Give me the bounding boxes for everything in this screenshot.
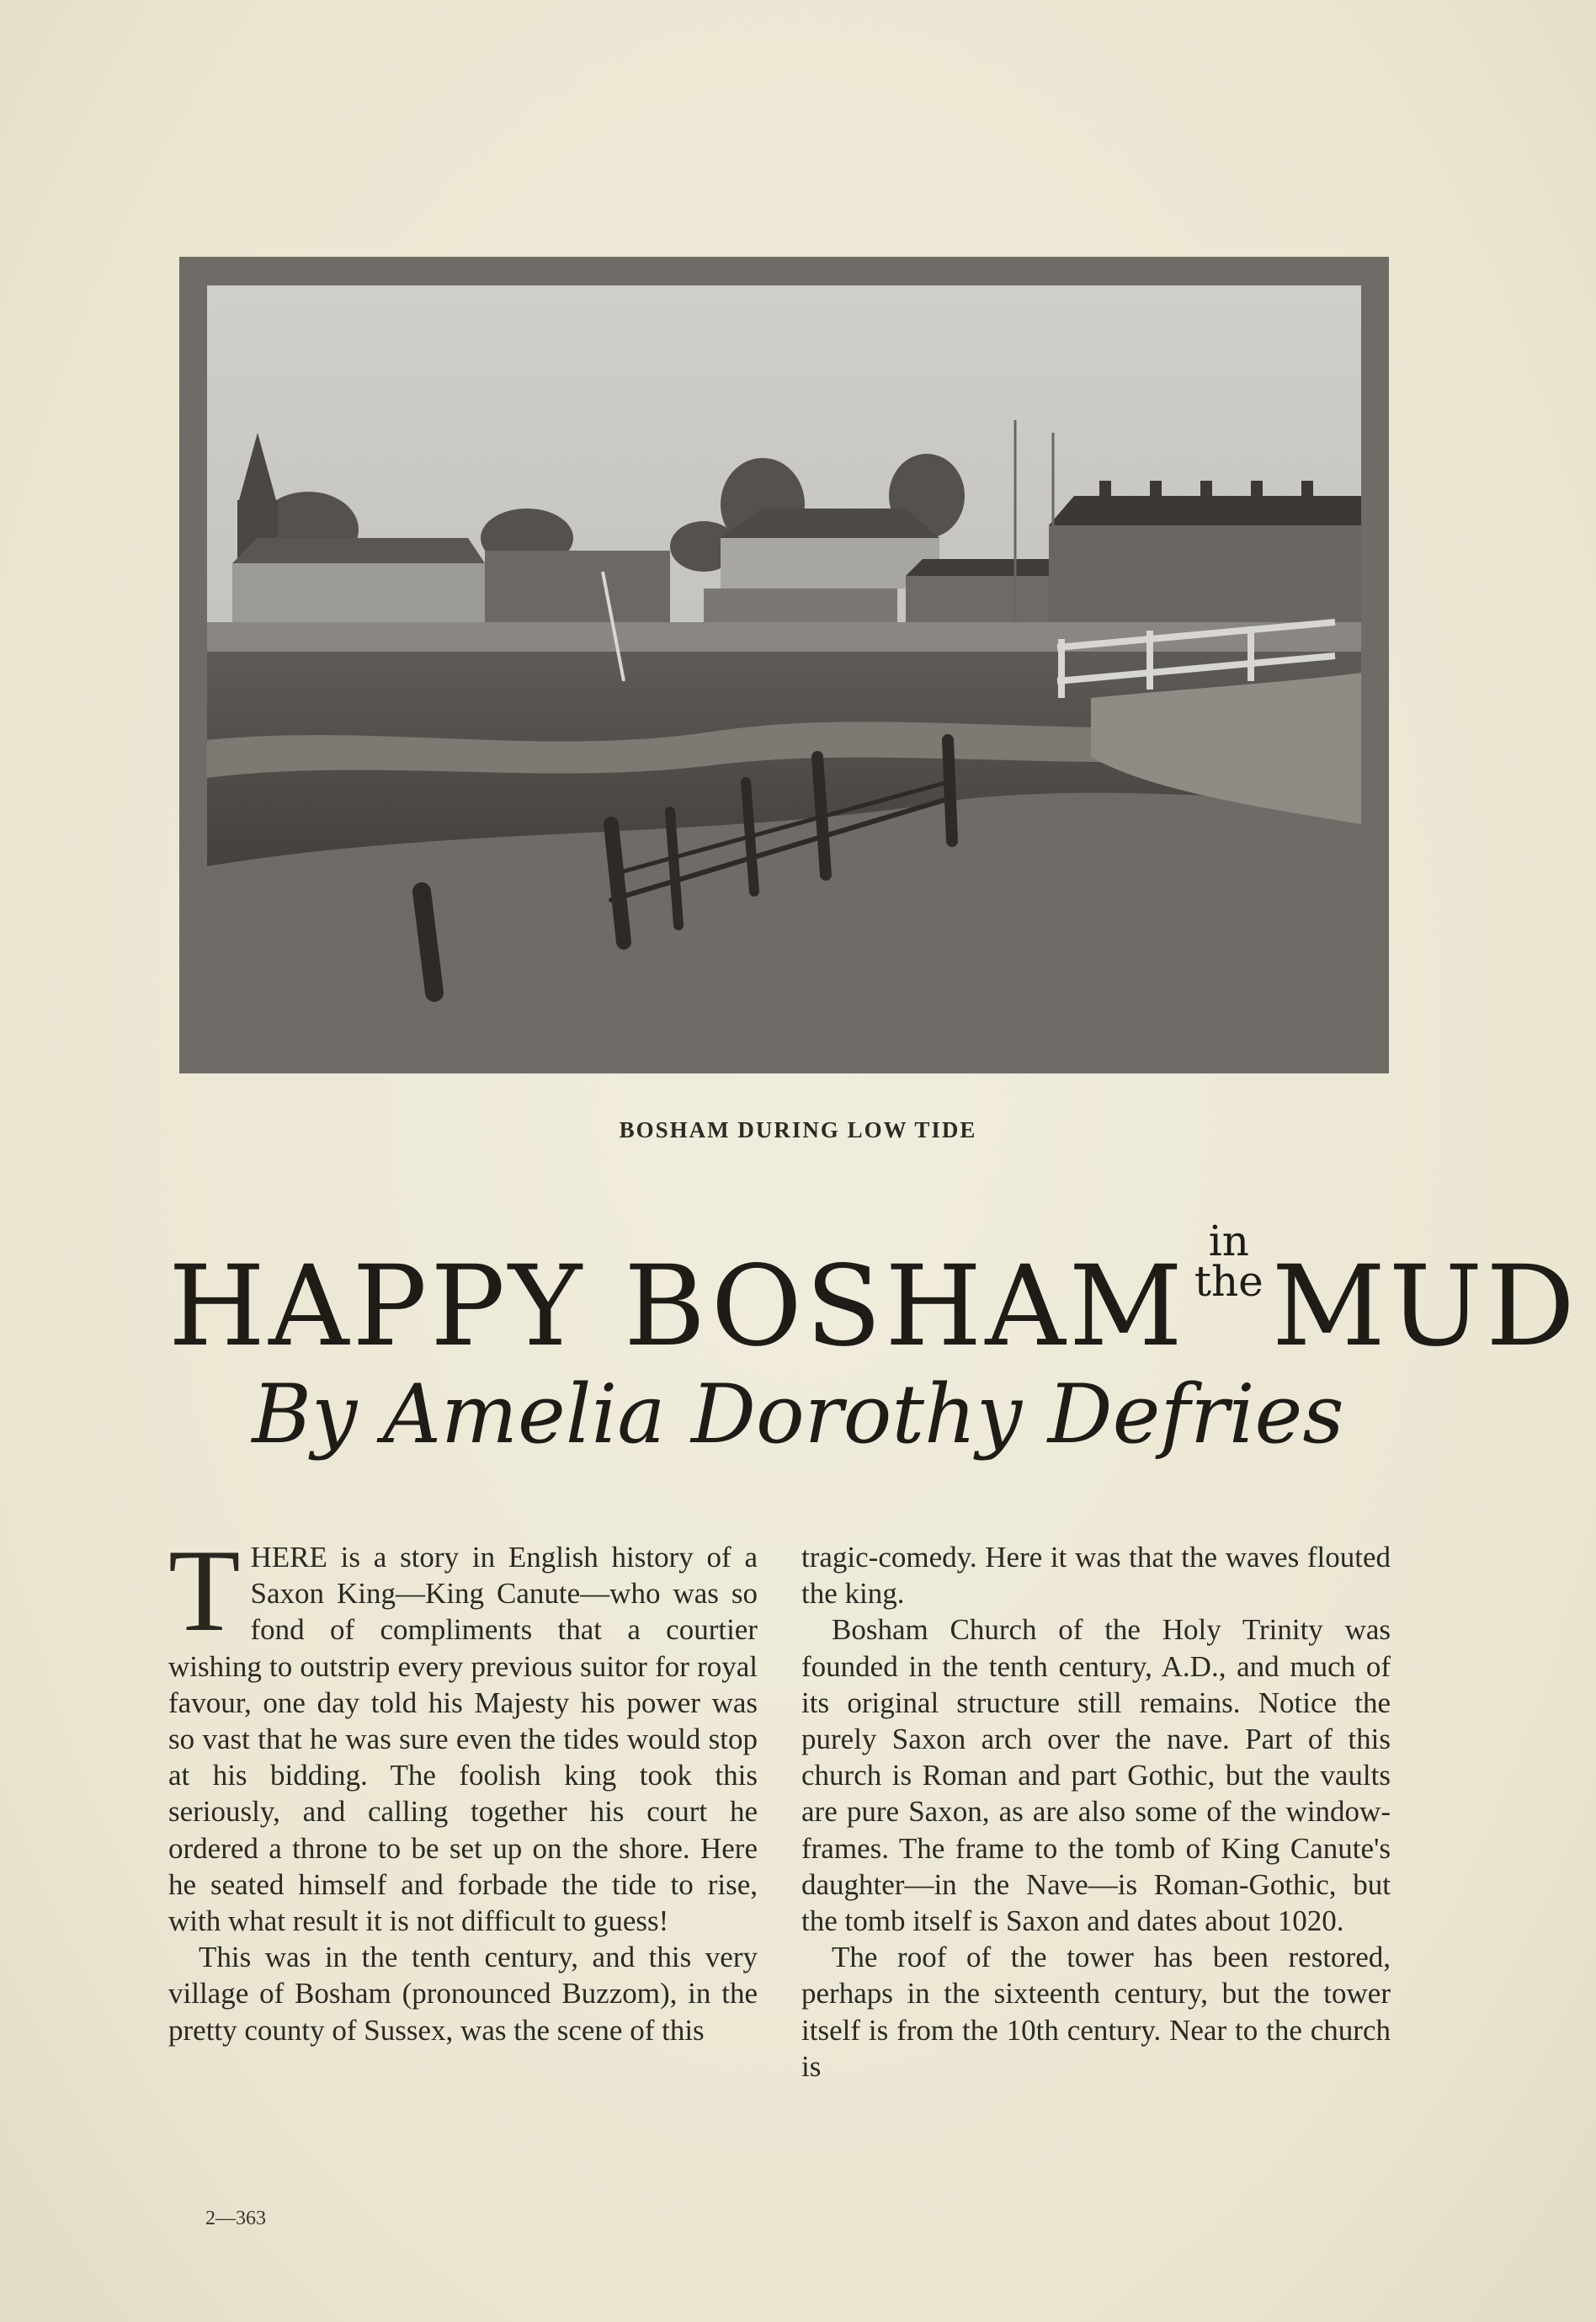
bosham-landscape-illustration <box>207 285 1361 1016</box>
paragraph <box>168 1526 758 1939</box>
author-byline: By Amelia Dorothy Defries <box>252 1367 1344 1462</box>
title-small-top: in <box>1208 1217 1249 1265</box>
paragraph: This was in the tenth century, and this very village of Bosham (pronounced Buzzom), in the pretty county of Sussex, was the scene of this <box>168 1941 758 2047</box>
paragraph: tragic-comedy. Here it was that the waves flouted the king. <box>801 1541 1391 1611</box>
article-title <box>168 1217 1579 1371</box>
paragraph: The roof of the tower has been restored, perhaps in the sixteenth century, but the tower itself is from the 10th century. Near to the church is <box>801 1941 1391 2083</box>
photo-caption: BOSHAM DURING LOW TIDE <box>619 1117 977 1142</box>
drop-cap: T <box>168 1526 241 1656</box>
photo-frame <box>179 257 1389 1073</box>
title-part-2: MUD <box>1271 1242 1579 1371</box>
paragraph: Bosham Church of the Holy Trinity was founded in the tenth century, A.D., and much of its original structure still remains. Notice the purely Saxon arch over the nave. Part of this church is Roman and part Gothic, but the vaults are pure Saxon, as are also some of the window-frames. The frame to the tomb of King Canute's daughter—in the Nave—is Roman-Gothic, but the tomb itself is Saxon and dates about 1020. <box>801 1613 1391 1938</box>
bosham-photograph <box>207 285 1361 1016</box>
page-number: 2—363 <box>205 2207 266 2229</box>
column-left <box>168 1526 758 2048</box>
title-in-the <box>1194 1217 1264 1306</box>
title-small-bottom: the <box>1194 1257 1264 1306</box>
title-part-1: HAPPY BOSHAM <box>168 1242 1186 1371</box>
paragraph-text: HERE is a story in English history of a Saxon King—King Canute—who was so fond of compliments that a courtier wishing to outstrip every previous suitor for royal favour, one day told his Majesty his power was so vast that he was sure even the tides would stop at his bidding. The foolish king took this seriously, and calling together his court he ordered a throne to be set up on the shore. Here he seated himself and forbade the tide to rise, with what result it is not difficult to guess! <box>168 1541 758 1938</box>
column-right <box>801 1539 1391 2085</box>
